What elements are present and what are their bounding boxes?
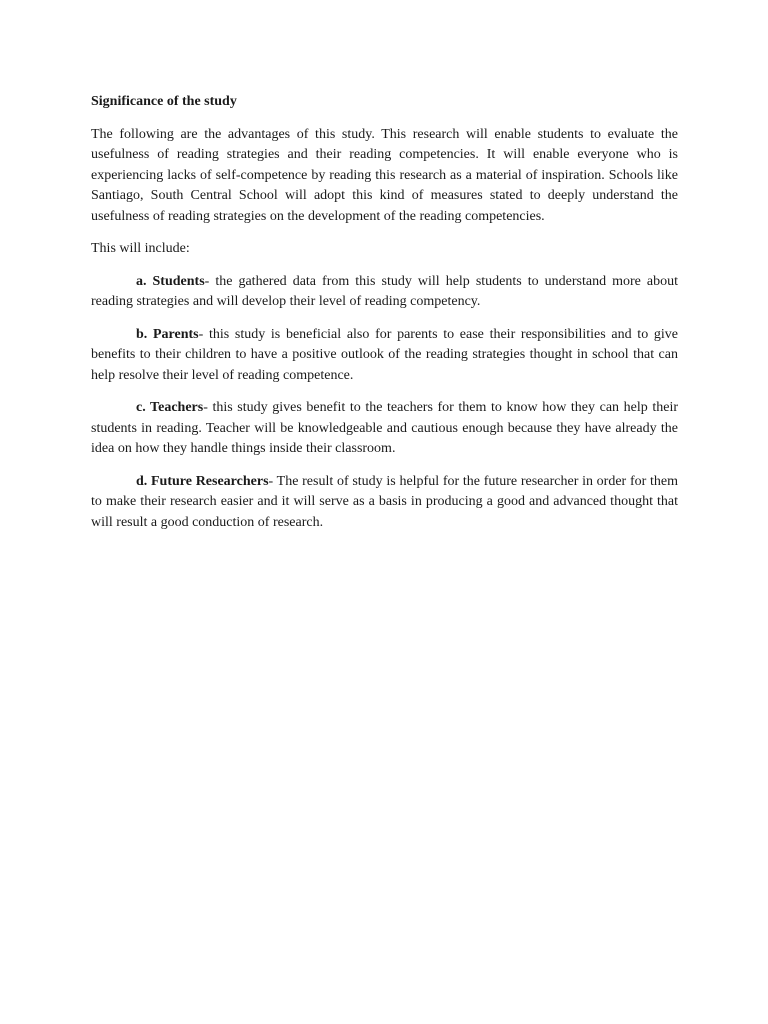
list-item-teachers — [91, 398, 678, 460]
document-page — [91, 92, 678, 545]
list-item-future-researchers — [91, 472, 678, 534]
item-text: - this study is beneficial also for parents to ease their responsibilities and to give benefits to their children to have a positive outlook of the reading strategies thought in school that can help resolve their level of reading competence. — [91, 326, 678, 383]
item-text: - The result of study is helpful for the future researcher in order for them to make their research easier and it will serve as a basis in producing a good and advanced thought that will result a good conduction of research. — [91, 473, 678, 530]
item-text: - this study gives benefit to the teachers for them to know how they can help their students in reading. Teacher will be knowledgeable and cautious enough because they have already the idea on how they handle things inside their classroom. — [91, 400, 678, 456]
item-text: - the gathered data from this study will help students to understand more about reading strategies and will develop their level of reading competency. — [91, 273, 678, 309]
item-term: d. Future Researchers — [136, 473, 269, 489]
list-intro: This will include: — [91, 241, 190, 256]
list-item-students — [91, 272, 678, 313]
item-term: c. Teachers — [136, 400, 204, 415]
intro-paragraph: The following are the advantages of this study. This research will enable students to evaluate the usefulness of reading strategies and their reading competencies. It will enable everyone who is experiencing lacks of self-competence by reading this research as a material of inspiration. Schools like Santiago, South Central School will adopt this kind of measures stated to deeply understand the usefulness of reading strategies on the development of the reading competencies. — [91, 126, 678, 224]
list-item-parents — [91, 325, 678, 387]
section-heading: Significance of the study — [91, 94, 237, 109]
item-term: b. Parents — [136, 326, 199, 342]
item-term: a. Students — [136, 273, 205, 289]
